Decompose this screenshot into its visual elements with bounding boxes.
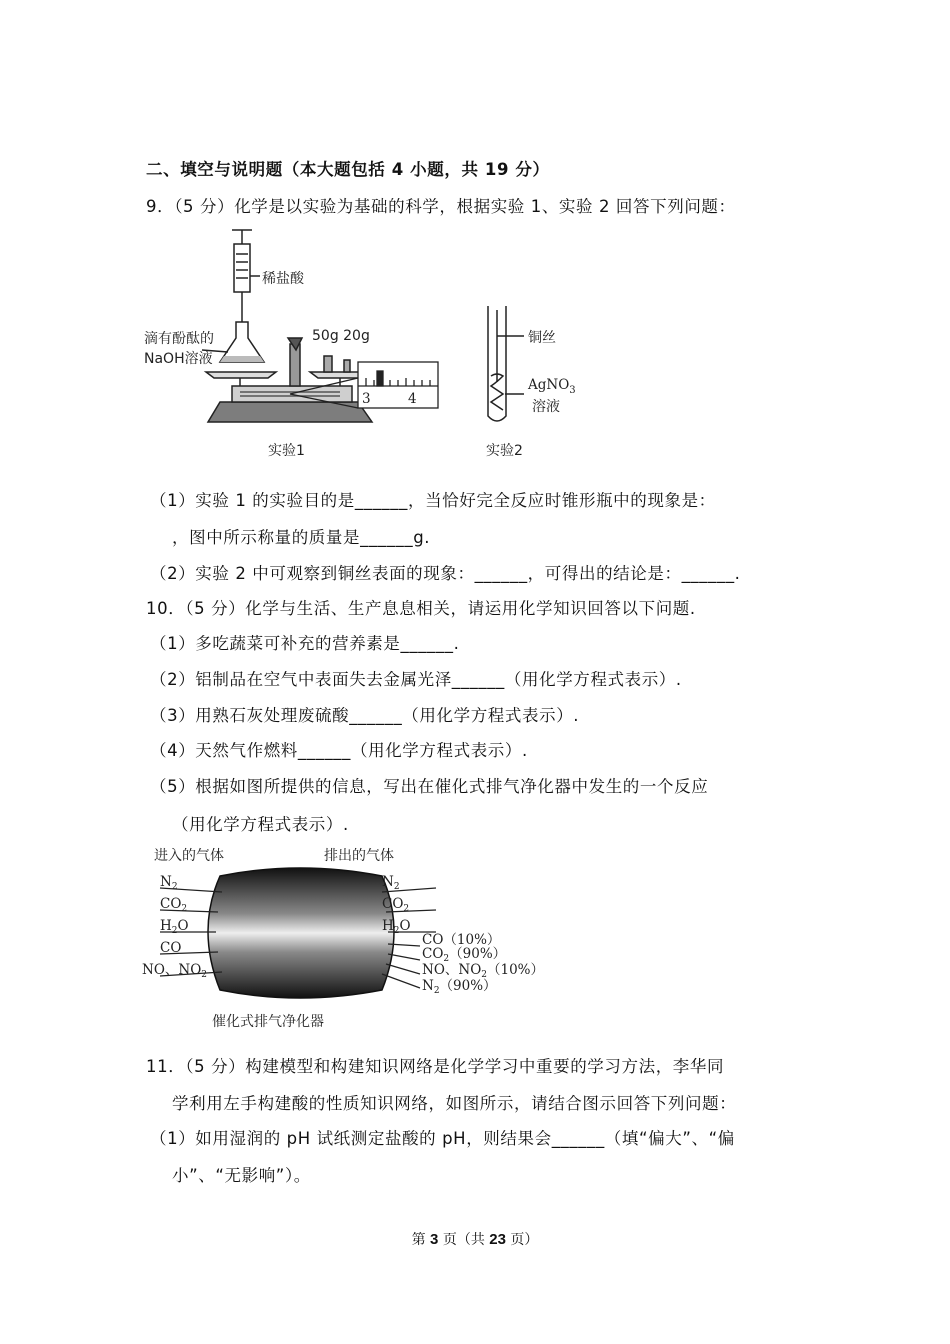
q9-part2: （2）实验 2 中可观察到铜丝表面的现象：______，可得出的结论是：______. — [150, 564, 741, 583]
solution-label: 溶液 — [532, 399, 560, 415]
in-co2: $CO_2$ — [160, 896, 188, 914]
out-co2: $CO_2$ — [382, 896, 410, 914]
q11-stem-line1: 11．（5 分）构建模型和构建知识网络是化学学习中重要的学习方法，李华同 — [146, 1057, 725, 1076]
q10-part3: （3）用熟石灰处理废硫酸______（用化学方程式表示）. — [150, 706, 580, 725]
section-title: 二、填空与说明题（本大题包括 4 小题，共 19 分） — [146, 160, 550, 179]
in-no-no2: NO、$NO_2$ — [142, 962, 207, 980]
weights-label: 50g 20g — [312, 328, 370, 344]
experiment2-caption: 实验2 — [486, 443, 523, 459]
in-h2o: $H_2O$ — [160, 918, 189, 936]
in-gas-label: 进入的气体 — [154, 848, 224, 864]
copper-wire-label: 铜丝 — [528, 330, 556, 346]
q9-part1-line2: ，图中所示称量的质量是______g. — [172, 528, 431, 547]
converter-caption: 催化式排气净化器 — [212, 1014, 324, 1030]
q10-part1: （1）多吃蔬菜可补充的营养素是______. — [150, 634, 460, 653]
q10-part5-line2: （用化学方程式表示）. — [172, 815, 349, 834]
q10-part5-line1: （5）根据如图所提供的信息，写出在催化式排气净化器中发生的一个反应 — [150, 777, 709, 796]
syringe-drawing — [232, 230, 260, 322]
page-number: 3 — [430, 1231, 439, 1248]
q10-stem: 10．（5 分）化学与生活、生产息息相关，请运用化学知识回答以下问题. — [146, 599, 696, 618]
q10-part2: （2）铝制品在空气中表面失去金属光泽______（用化学方程式表示）. — [150, 670, 682, 689]
out-gas-label: 排出的气体 — [324, 848, 394, 864]
q11-stem-line2: 学利用左手构建酸的性质知识网络，如图所示，请结合图示回答下列问题： — [172, 1094, 737, 1113]
experiment-figure — [140, 226, 600, 466]
q9-part1-line1: （1）实验 1 的实验目的是______，当恰好完全反应时锥形瓶中的现象是： — [150, 491, 716, 510]
q11-part1-line2: 小”、“无影响”）。 — [172, 1166, 311, 1185]
agno3-label: AgNO$_3$ — [528, 377, 576, 396]
scale-mark-4: 4 — [408, 391, 417, 407]
out-h2o: $H_2O$ — [382, 918, 411, 936]
scale-mark-3: 3 — [362, 391, 371, 407]
converter-body — [208, 868, 394, 998]
hcl-label: 稀盐酸 — [262, 271, 304, 287]
test-tube-drawing — [488, 306, 524, 421]
page-total: 23 — [489, 1231, 506, 1248]
footer-prefix: 第 — [411, 1232, 431, 1248]
out-n2: $N_2$ — [382, 874, 400, 892]
q11-part1-line1: （1）如用湿润的 pH 试纸测定盐酸的 pH，则结果会______（填“偏大”、“偏 — [150, 1129, 735, 1148]
ratio-no-no2: NO、$NO_2(10\%)$ — [422, 962, 545, 980]
footer-suffix: 页） — [505, 1232, 539, 1248]
page-footer — [0, 1229, 950, 1249]
ratio-n2: $N_2(90\%)$ — [422, 978, 497, 996]
naoh-label-2: NaOH溶液 — [144, 351, 213, 367]
q9-stem: 9．（5 分）化学是以实验为基础的科学，根据实验 1、实验 2 回答下列问题： — [146, 197, 736, 216]
catalytic-converter-figure — [140, 840, 560, 1036]
in-co: CO — [160, 940, 182, 956]
experiment1-caption: 实验1 — [268, 443, 305, 459]
ratio-co2: $CO_2(90\%)$ — [422, 946, 507, 964]
naoh-label-1: 滴有酚酞的 — [144, 331, 214, 347]
in-n2: $N_2$ — [160, 874, 178, 892]
footer-mid: 页（共 — [438, 1232, 490, 1248]
ratio-co: CO（10%） — [422, 932, 501, 948]
q10-part4: （4）天然气作燃料______（用化学方程式表示）. — [150, 741, 528, 760]
